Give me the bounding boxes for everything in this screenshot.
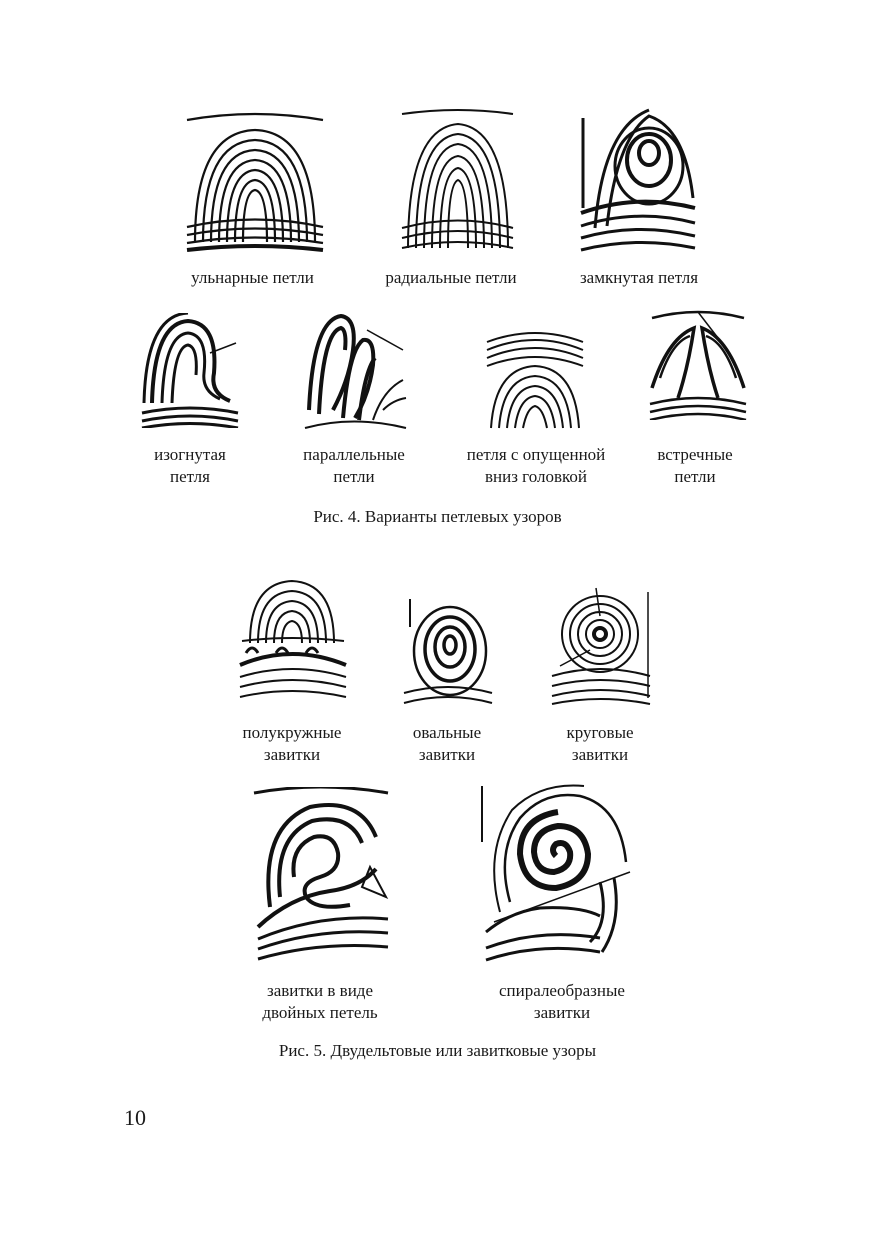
label-radial-loops: радиальные петли (385, 268, 517, 287)
lowered-head-loop-image (485, 328, 585, 433)
label-spiral-whorls-line1: спиралеобразные (499, 981, 625, 1000)
curved-loop-image (140, 313, 240, 428)
label-circular-whorls-line2: завитки (571, 745, 629, 764)
radial-loop-image (400, 108, 515, 256)
label-oval-whorls-line1: овальные (412, 723, 482, 742)
label-double-loop-whorls-line2: двойных петель (262, 1003, 378, 1022)
ulnar-loop-image (185, 112, 325, 252)
label-circular-whorls (553, 722, 647, 766)
label-semicircular-whorls-line2: завитки (263, 745, 321, 764)
figure-4-caption: Рис. 4. Варианты петлевых узоров (313, 507, 562, 526)
label-parallel-loops-line2: петли (333, 467, 375, 486)
semicircular-whorl-image (236, 573, 349, 706)
label-meeting-loops (640, 444, 750, 488)
label-curved-loop-line2: петля (170, 467, 210, 486)
label-closed-loop: замкнутая петля (579, 268, 699, 287)
label-lowered-head-loop-line1: петля с опущенной (466, 445, 606, 464)
label-meeting-loops-line1: встречные (657, 445, 733, 464)
circular-whorl-image (550, 586, 652, 706)
label-double-loop-whorls (245, 980, 395, 1024)
label-oval-whorls (400, 722, 494, 766)
label-circular-whorls-line1: круговые (566, 723, 634, 742)
meeting-loops-image (648, 308, 748, 420)
label-parallel-loops (290, 444, 418, 488)
label-semicircular-whorls (230, 722, 354, 766)
spiral-whorl-image (480, 782, 635, 967)
label-ulnar-loops: ульнарные петли (191, 268, 314, 287)
label-curved-loop-line1: изогнутая (154, 445, 226, 464)
label-meeting-loops-line2: петли (674, 467, 716, 486)
figure-5-caption: Рис. 5. Двудельтовые или завитковые узоры (278, 1041, 597, 1060)
closed-loop-image (577, 108, 699, 256)
label-oval-whorls-line2: завитки (418, 745, 476, 764)
page-number: 10 (124, 1105, 146, 1130)
label-lowered-head-loop (452, 444, 620, 488)
oval-whorl-image (402, 597, 494, 709)
label-spiral-whorls-line2: завитки (533, 1003, 591, 1022)
label-double-loop-whorls-line1: завитки в виде (266, 981, 374, 1000)
label-curved-loop (130, 444, 250, 488)
label-spiral-whorls (478, 980, 646, 1024)
double-loop-whorl-image (250, 787, 392, 965)
parallel-loops-image (303, 310, 408, 435)
label-semicircular-whorls-line1: полукружные (242, 723, 342, 742)
label-lowered-head-loop-line2: вниз головкой (484, 467, 588, 486)
label-parallel-loops-line1: параллельные (303, 445, 405, 464)
